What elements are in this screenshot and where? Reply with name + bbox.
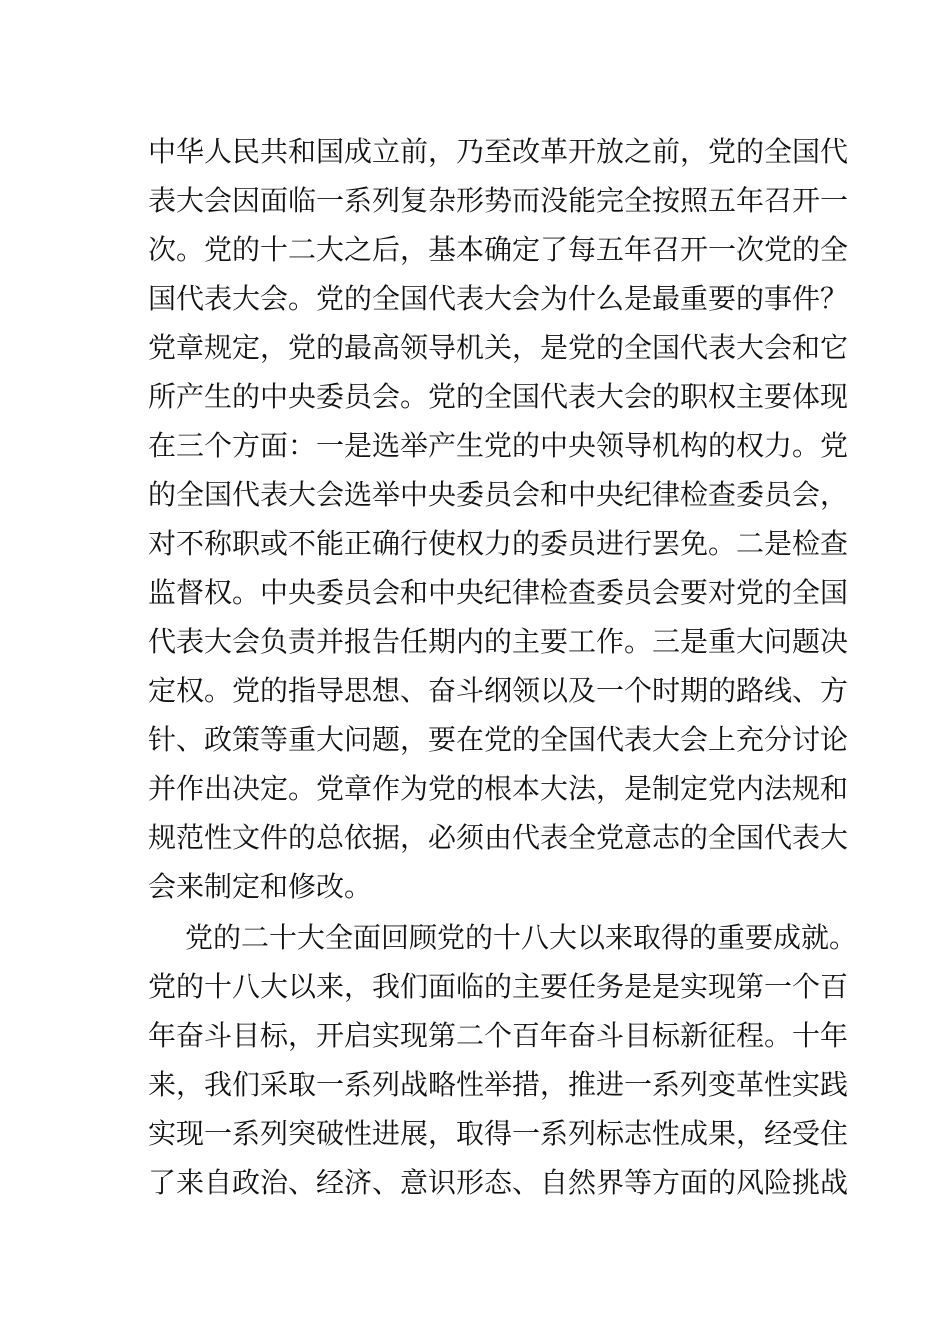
text-line: 规范性文件的总依据，必须由代表全党意志的全国代表大 — [148, 821, 849, 854]
text-line: 党的十八大以来，我们面临的主要任务是是实现第一个百 — [148, 970, 849, 1003]
text-line: 代表大会负责并报告任期内的主要工作。三是重大问题决 — [148, 625, 849, 658]
text-line: 对不称职或不能正确行使权力的委员进行罢免。二是检查 — [148, 527, 849, 560]
text-line: 党章规定，党的最高领导机关，是党的全国代表大会和它 — [148, 331, 849, 364]
text-line-last: 会来制定和修改。 — [148, 870, 373, 903]
paragraph-2 — [148, 913, 858, 1207]
text-line: 在三个方面：一是选举产生党的中央领导机构的权力。党 — [148, 429, 849, 462]
text-line: 国代表大会。党的全国代表大会为什么是最重要的事件？ — [148, 282, 849, 315]
body-text — [148, 127, 858, 1207]
text-line: 年奋斗目标，开启实现第二个百年奋斗目标新征程。十年 — [148, 1019, 849, 1052]
text-line: 来，我们采取一系列战略性举措，推进一系列变革性实践 — [148, 1068, 849, 1101]
text-line: 针、政策等重大问题，要在党的全国代表大会上充分讨论 — [148, 723, 849, 756]
paragraph-1 — [148, 127, 849, 911]
text-line: 实现一系列突破性进展，取得一系列标志性成果，经受住 — [148, 1117, 849, 1150]
text-line: 中华人民共和国成立前，乃至改革开放之前，党的全国代 — [148, 135, 849, 168]
text-line: 并作出决定。党章作为党的根本大法，是制定党内法规和 — [148, 772, 849, 805]
text-line: 监督权。中央委员会和中央纪律检查委员会要对党的全国 — [148, 576, 849, 609]
text-line: 所产生的中央委员会。党的全国代表大会的职权主要体现 — [148, 380, 849, 413]
text-line: 了来自政治、经济、意识形态、自然界等方面的风险挑战 — [148, 1166, 849, 1199]
text-line: 次。党的十二大之后，基本确定了每五年召开一次党的全 — [148, 233, 849, 266]
text-line: 表大会因面临一系列复杂形势而没能完全按照五年召开一 — [148, 184, 849, 217]
text-line: 的全国代表大会选举中央委员会和中央纪律检查委员会， — [148, 478, 849, 511]
text-line: 定权。党的指导思想、奋斗纲领以及一个时期的路线、方 — [148, 674, 849, 707]
text-line-indented: 党的二十大全面回顾党的十八大以来取得的重要成就。 — [185, 921, 858, 954]
